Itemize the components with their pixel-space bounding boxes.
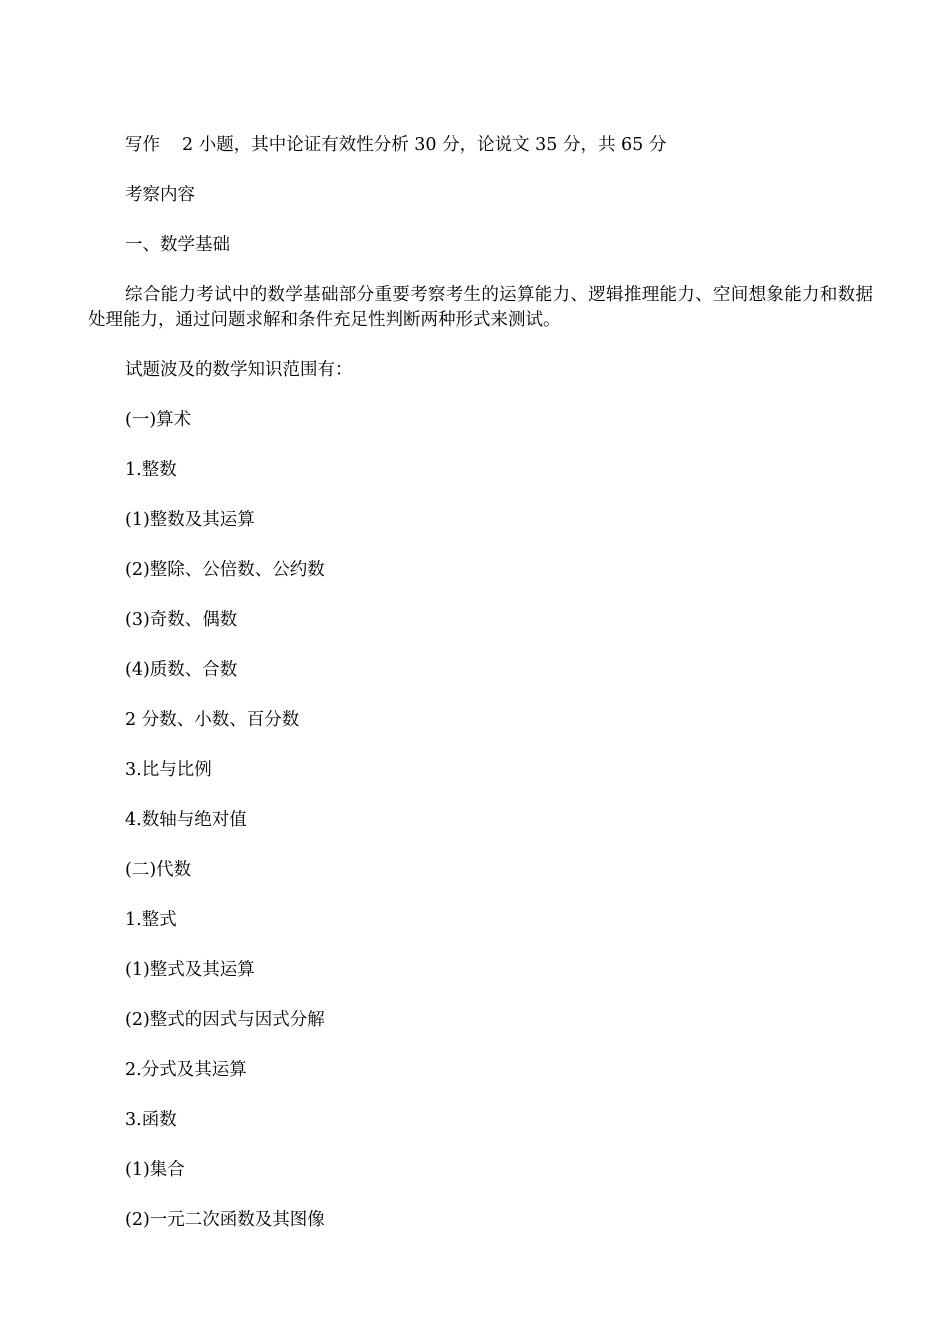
list-item: 1.整式 xyxy=(125,910,177,930)
list-item: (2)整式的因式与因式分解 xyxy=(125,1010,325,1030)
list-item: (1)整数及其运算 xyxy=(125,510,255,530)
list-item: 4.数轴与绝对值 xyxy=(125,810,247,830)
list-item: (3)奇数、偶数 xyxy=(125,610,238,630)
list-item: (1)整式及其运算 xyxy=(125,960,255,980)
section-heading: 考察内容 xyxy=(125,185,195,205)
list-item: 3.函数 xyxy=(125,1110,177,1130)
document-body xyxy=(88,133,873,1258)
part-one-heading: 一、数学基础 xyxy=(125,235,230,255)
list-item: 3.比与比例 xyxy=(125,760,212,780)
writing-label: 写作 xyxy=(125,135,160,155)
writing-line xyxy=(88,133,873,158)
list-item: (2)整除、公倍数、公约数 xyxy=(125,560,325,580)
list-item: (2)一元二次函数及其图像 xyxy=(125,1210,325,1230)
scope-lead: 试题波及的数学知识范围有： xyxy=(125,360,353,380)
list-item: (一)算术 xyxy=(125,410,192,430)
list-item: 1.整数 xyxy=(125,460,177,480)
list-item: (4)质数、合数 xyxy=(125,660,238,680)
writing-detail: 2 小题，其中论证有效性分析 30 分，论说文 35 分，共 65 分 xyxy=(182,135,667,155)
intro-paragraph: 综合能力考试中的数学基础部分重要考察考生的运算能力、逻辑推理能力、空间想象能力和数据处理能力，通过问题求解和条件充足性判断两种形式来测试。 xyxy=(88,285,873,330)
list-item: 2.分式及其运算 xyxy=(125,1060,247,1080)
list-item: (1)集合 xyxy=(125,1160,185,1180)
list-item: 2 分数、小数、百分数 xyxy=(125,710,300,730)
list-item: (二)代数 xyxy=(125,860,192,880)
